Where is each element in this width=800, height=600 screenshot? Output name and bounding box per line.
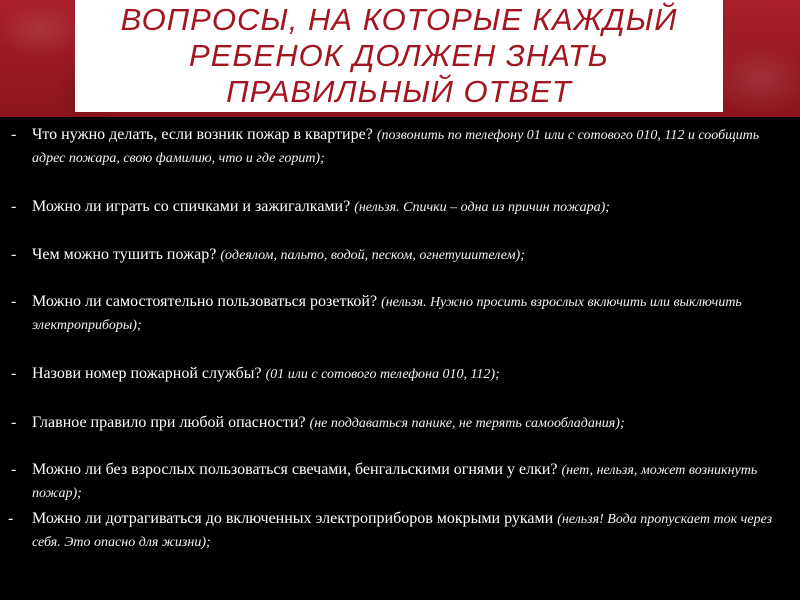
list-item-text	[0, 291, 790, 337]
question-text: Что нужно делать, если возник пожар в квартире?	[32, 126, 373, 143]
bullet-dash: -	[11, 293, 17, 310]
bullet-dash: -	[11, 461, 17, 478]
answer-text: (одеялом, пальто, водой, песком, огнетушителем);	[220, 248, 525, 263]
list-item	[0, 196, 790, 219]
answer-text: (нельзя. Нужно просить взрослых включить или выключить электроприборы);	[32, 295, 742, 333]
bullet-dash: -	[11, 414, 17, 431]
page-title-line-2: РЕБЕНОК ДОЛЖЕН ЗНАТЬ	[189, 38, 609, 73]
question-text: Можно ли дотрагиваться до включенных электроприборов мокрыми руками	[32, 510, 554, 527]
question-text: Назови номер пожарной службы?	[32, 365, 262, 382]
answer-text: (01 или с сотового телефона 010, 112);	[265, 367, 500, 382]
list-item	[0, 508, 790, 554]
list-item-text	[0, 412, 790, 435]
bullet-dash: -	[8, 510, 14, 527]
answer-text: (позвонить по телефону 01 или с сотового 010, 112 и сообщить адрес пожара, свою фамилию, что и где горит);	[32, 128, 760, 166]
list-item	[0, 291, 790, 337]
header-banner	[0, 0, 800, 117]
list-item-text	[0, 124, 790, 170]
list-item	[0, 412, 790, 435]
list-item-text	[0, 244, 790, 267]
answer-text: (нельзя! Вода пропускает ток через себя. Это опасно для жизни);	[32, 512, 773, 550]
answer-text: (нет, нельзя, может возникнуть пожар);	[32, 463, 758, 501]
bullet-dash: -	[11, 246, 17, 263]
question-text: Можно ли без взрослых пользоваться свечами, бенгальскими огнями у елки?	[32, 461, 558, 478]
page-title-line-3: ПРАВИЛЬНЫЙ ОТВЕТ	[226, 74, 572, 109]
question-text: Чем можно тушить пожар?	[32, 246, 217, 263]
bullet-dash: -	[11, 126, 17, 143]
page-title-line-1: ВОПРОСЫ, НА КОТОРЫЕ КАЖДЫЙ	[120, 2, 678, 37]
bullet-dash: -	[11, 198, 17, 215]
list-item-text	[0, 196, 790, 219]
list-item	[0, 244, 790, 267]
list-item	[0, 363, 790, 386]
answer-text: (не поддаваться панике, не терять самообладания);	[309, 416, 625, 431]
title-box	[75, 0, 723, 112]
list-item	[0, 459, 790, 505]
question-text: Можно ли самостоятельно пользоваться розеткой?	[32, 293, 378, 310]
answer-text: (нельзя. Спички – одна из причин пожара);	[354, 200, 610, 215]
list-item-text	[0, 363, 790, 386]
bullet-dash: -	[11, 365, 17, 382]
question-text: Можно ли играть со спичками и зажигалками?	[32, 198, 351, 215]
question-text: Главное правило при любой опасности?	[32, 414, 306, 431]
list-item-text	[0, 508, 790, 554]
list-item-text	[0, 459, 790, 505]
list-item	[0, 124, 790, 170]
